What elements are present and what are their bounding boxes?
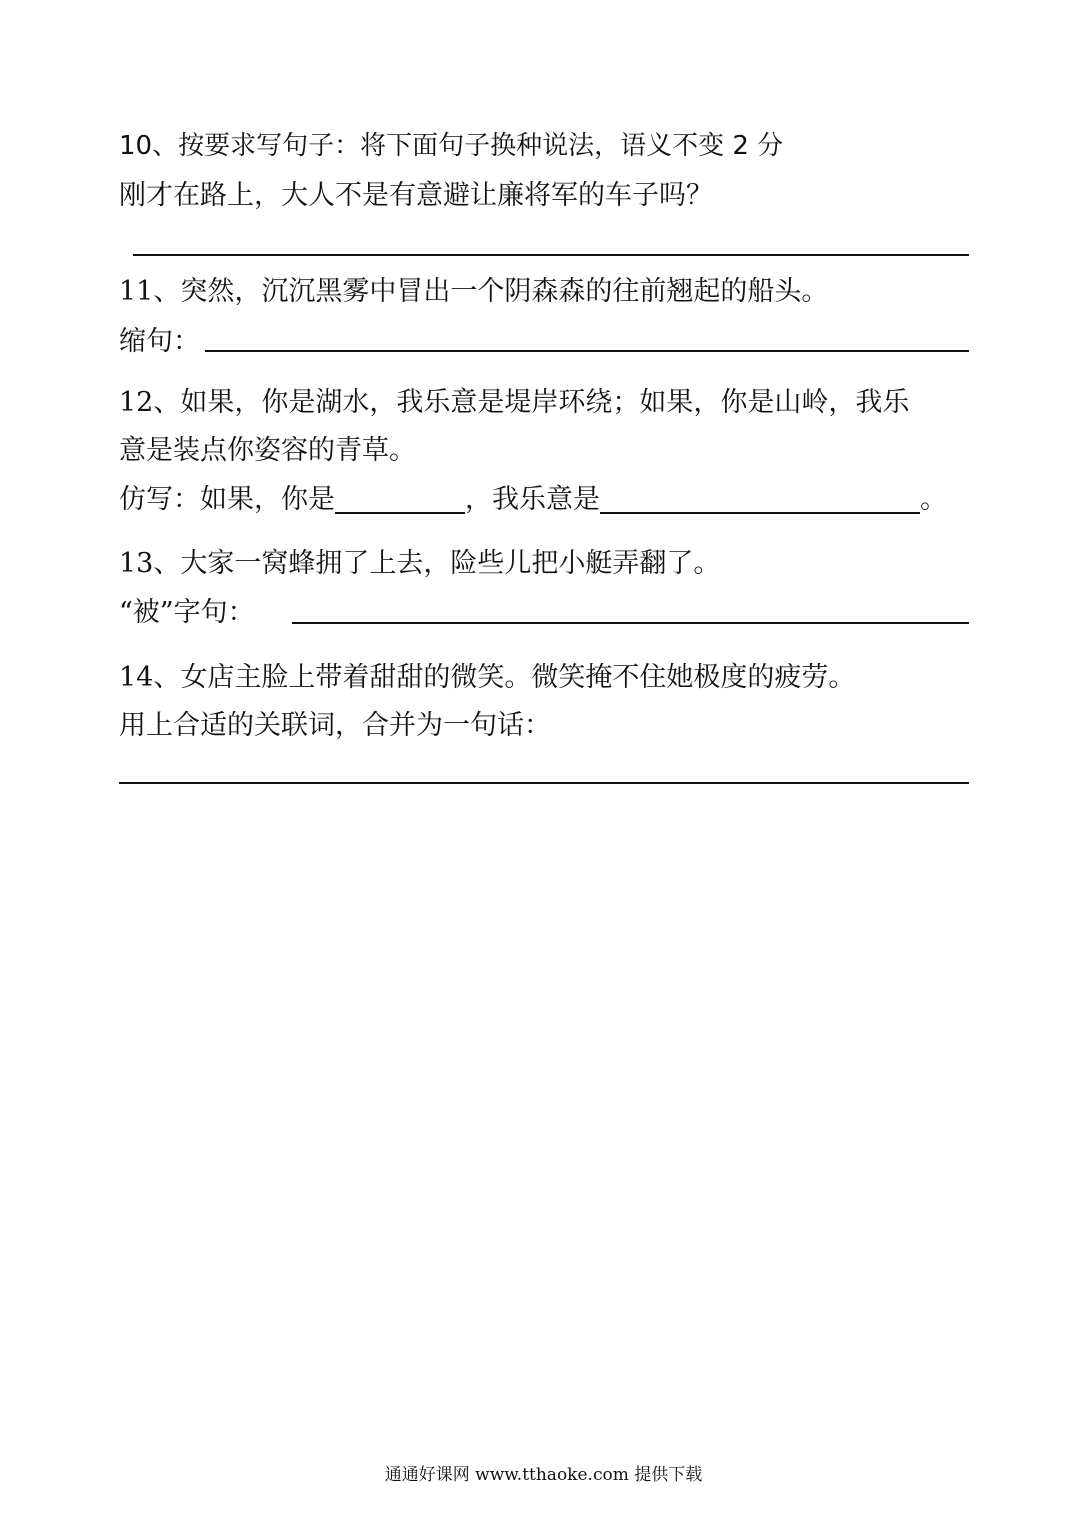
q12-label-mid: ，我乐意是 <box>465 484 600 515</box>
q14-answer-line[interactable] <box>119 782 969 784</box>
q14-prompt: 14、女店主脸上带着甜甜的微笑。微笑掩不住她极度的疲劳。 <box>119 662 856 693</box>
q12-imitation-line <box>119 482 947 518</box>
q13-answer-line[interactable] <box>292 622 969 624</box>
q10-sentence: 刚才在路上，大人不是有意避让廉将军的车子吗？ <box>119 180 713 211</box>
q12-blank-2[interactable] <box>600 486 920 514</box>
q13-label: “被”字句： <box>119 597 255 628</box>
q12-label-end: 。 <box>920 484 947 515</box>
q12-label-start: 仿写：如果，你是 <box>119 484 335 515</box>
q14-instruction: 用上合适的关联词，合并为一句话： <box>119 710 551 741</box>
q13-prompt: 13、大家一窝蜂拥了上去，险些儿把小艇弄翻了。 <box>119 548 721 579</box>
q10-answer-line[interactable] <box>133 254 969 256</box>
q10-prompt: 10、按要求写句子：将下面句子换种说法，语义不变 2 分 <box>119 131 784 161</box>
footer-credit: 通通好课网 www.tthaoke.com 提供下载 <box>384 1465 703 1485</box>
q11-answer-line[interactable] <box>205 350 969 352</box>
q12-prompt-line2: 意是装点你姿容的青草。 <box>119 435 416 466</box>
q11-label: 缩句： <box>119 326 200 357</box>
q12-prompt-line1: 12、如果，你是湖水，我乐意是堤岸环绕；如果，你是山岭，我乐 <box>119 387 910 418</box>
q12-blank-1[interactable] <box>335 486 465 514</box>
q11-prompt: 11、突然，沉沉黑雾中冒出一个阴森森的往前翘起的船头。 <box>119 276 829 307</box>
